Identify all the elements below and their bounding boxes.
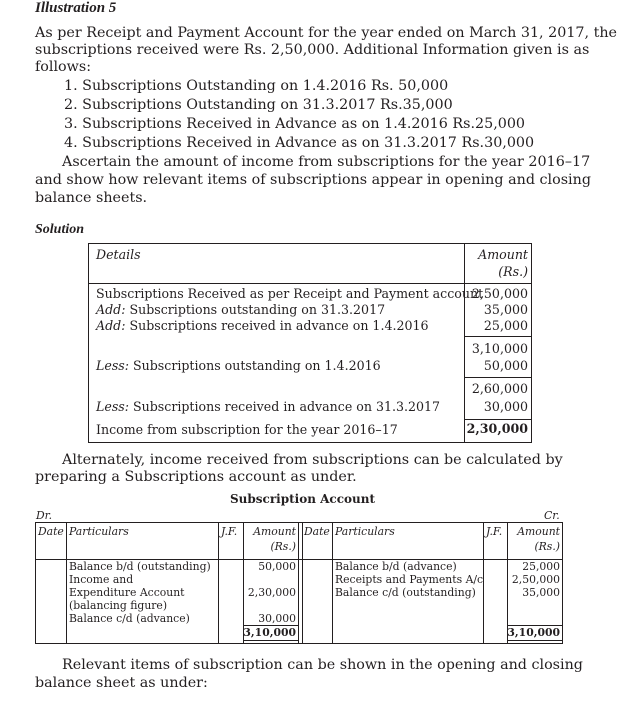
closing-line-2: balance sheet as under: bbox=[35, 675, 208, 691]
cr-label: Cr. bbox=[544, 509, 560, 522]
left-particular: (balancing figure) bbox=[69, 599, 168, 612]
right-particulars-header: Particulars bbox=[335, 525, 395, 538]
right-particular: Balance c/d (outstanding) bbox=[335, 586, 476, 599]
details-header: Details bbox=[96, 247, 141, 262]
question-line-3: balance sheets. bbox=[35, 190, 148, 206]
amount-header-unit: (Rs.) bbox=[498, 264, 528, 279]
intro-line-3: follows: bbox=[35, 59, 92, 75]
info-item-2: 2. Subscriptions Outstanding on 31.3.2017 Rs.35,000 bbox=[64, 97, 453, 113]
right-particular: Balance b/d (advance) bbox=[335, 560, 457, 573]
intro-line-1: As per Receipt and Payment Account for the year ended on March 31, 2017, the bbox=[35, 25, 618, 41]
illustration-heading: Illustration 5 bbox=[35, 0, 117, 16]
row-less-outstanding-amount: 50,000 bbox=[483, 358, 528, 373]
right-total: 3,10,000 bbox=[507, 626, 560, 639]
alternate-line-2: preparing a Subscriptions account as under. bbox=[35, 469, 357, 485]
row-less-outstanding: Less: Subscriptions outstanding on 1.4.2016 bbox=[96, 358, 381, 373]
left-particular: Income and bbox=[69, 573, 134, 586]
left-jf-header: J.F. bbox=[221, 525, 238, 538]
row-add-advance: Add: Subscriptions received in advance on 1.4.2016 bbox=[96, 318, 429, 333]
right-amount-unit: (Rs.) bbox=[534, 540, 560, 553]
right-amount-header: Amount bbox=[517, 525, 560, 538]
closing-line-1: Relevant items of subscription can be shown in the opening and closing bbox=[62, 657, 583, 673]
row-income-text: Income from subscription for the year 2016–17 bbox=[96, 422, 398, 437]
row-less-advance: Less: Subscriptions received in advance on 31.3.2017 bbox=[96, 399, 441, 414]
amount-header: Amount bbox=[478, 247, 528, 262]
question-line-2: and show how relevant items of subscriptions appear in opening and closing bbox=[35, 172, 591, 188]
info-item-4: 4. Subscriptions Received in Advance as on 31.3.2017 Rs.30,000 bbox=[64, 135, 535, 151]
left-amount: 50,000 bbox=[258, 560, 296, 573]
income-total: 2,30,000 bbox=[466, 421, 528, 436]
subtotal-1: 3,10,000 bbox=[471, 341, 528, 356]
solution-label: Solution bbox=[35, 222, 85, 237]
right-amount: 2,50,000 bbox=[511, 573, 560, 586]
right-amount: 25,000 bbox=[522, 560, 560, 573]
dr-label: Dr. bbox=[36, 509, 53, 522]
row-less-advance-amount: 30,000 bbox=[483, 399, 528, 414]
row-receipts-text: Subscriptions Received as per Receipt and Payment account bbox=[96, 286, 484, 301]
right-date-header: Date bbox=[304, 525, 330, 538]
left-particular: Expenditure Account bbox=[69, 586, 185, 599]
row-add-outstanding-amount: 35,000 bbox=[483, 302, 528, 317]
intro-line-2: subscriptions received were Rs. 2,50,000. Additional Information given is as bbox=[35, 42, 590, 58]
row-receipts-amount: 2,50,000 bbox=[471, 286, 528, 301]
subtotal-2: 2,60,000 bbox=[471, 381, 528, 396]
right-particular: Receipts and Payments A/c bbox=[335, 573, 484, 586]
alternate-line-1: Alternately, income received from subscriptions can be calculated by bbox=[62, 452, 563, 468]
left-particular: Balance c/d (advance) bbox=[69, 612, 190, 625]
right-jf-header: J.F. bbox=[486, 525, 503, 538]
left-particular: Balance b/d (outstanding) bbox=[69, 560, 211, 573]
info-item-1: 1. Subscriptions Outstanding on 1.4.2016 Rs. 50,000 bbox=[64, 78, 449, 94]
left-particulars-header: Particulars bbox=[69, 525, 129, 538]
row-add-advance-amount: 25,000 bbox=[483, 318, 528, 333]
left-amount-unit: (Rs.) bbox=[270, 540, 296, 553]
left-amount: 30,000 bbox=[258, 612, 296, 625]
left-total: 3,10,000 bbox=[243, 626, 296, 639]
left-amount: 2,30,000 bbox=[247, 586, 296, 599]
question-line-1: Ascertain the amount of income from subscriptions for the year 2016–17 bbox=[62, 154, 591, 170]
right-amount: 35,000 bbox=[522, 586, 560, 599]
row-add-outstanding: Add: Subscriptions outstanding on 31.3.2017 bbox=[96, 302, 386, 317]
left-amount-header: Amount bbox=[253, 525, 296, 538]
account-title: Subscription Account bbox=[230, 492, 376, 506]
left-date-header: Date bbox=[38, 525, 64, 538]
info-item-3: 3. Subscriptions Received in Advance as on 1.4.2016 Rs.25,000 bbox=[64, 116, 526, 132]
